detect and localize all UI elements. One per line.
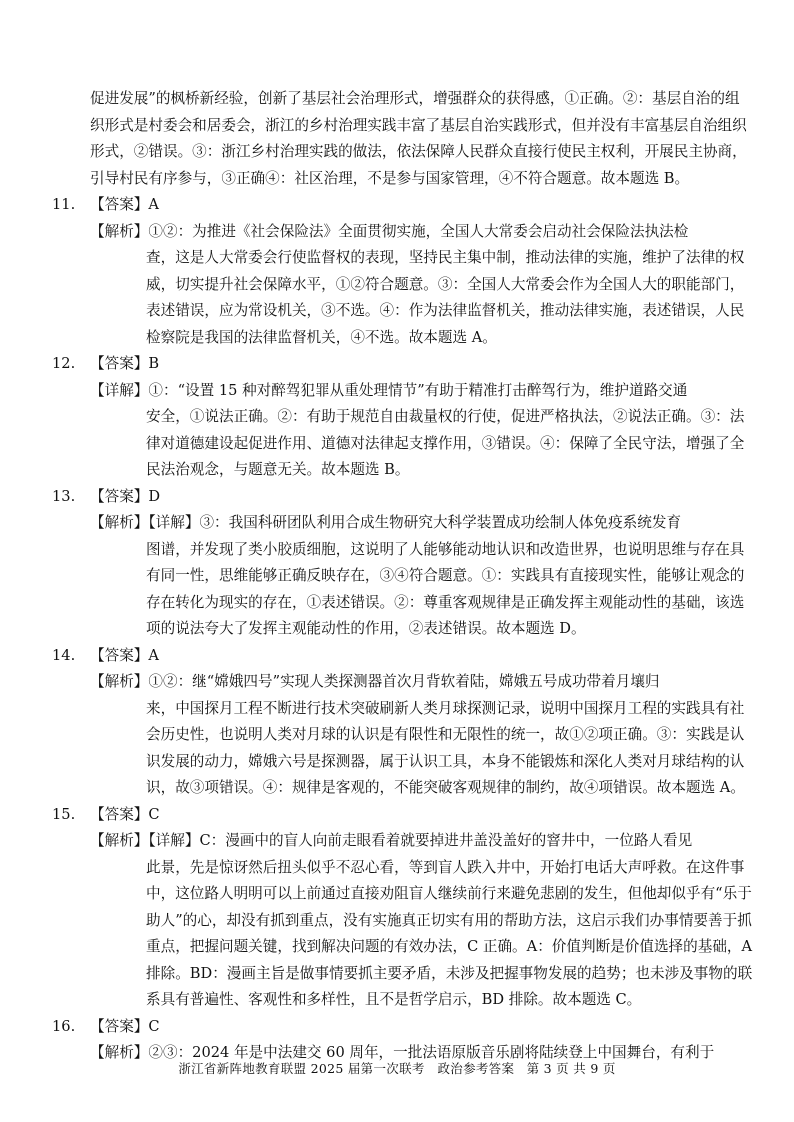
answer-label: 【答案】 (90, 355, 149, 372)
answer-label: 【答案】 (90, 487, 149, 505)
answer-label: 【答案】 (90, 196, 149, 213)
answer-value: C (148, 805, 160, 823)
analysis-lead: ③：我国科研团队利用合成生物研究大科学装置成功绘制人体免疫系统发育 (199, 514, 682, 531)
question-number: 14. (52, 646, 76, 664)
analysis-first-line (90, 378, 794, 405)
analysis-text: 安全，①说法正确。②：有助于规范自由裁量权的行使，促进严格执法，②说法正确。③：法律对道德建设起促进作用、道德对法律起支撑作用，③错误。④：保障了全民守法，增强了全民法治观念，与题意无关。故本题选 B。 (146, 408, 745, 478)
answer-line (0, 484, 794, 511)
question-number: 12. (52, 355, 76, 372)
answer-label: 【答案】 (90, 1017, 149, 1035)
analysis-tag: 【解析】 (90, 222, 149, 240)
analysis-text: 此景，先是惊讶然后扭头似乎不忍心看，等到盲人跌入井中，开始打电话大声呼救。在这件事中，这位路人明明可以上前通过直接劝阻盲人继续前行来避免悲剧的发生，但他却似乎有“乐于助人”的心，却没有抓到重点，没有实施真正切实有用的帮助方法，这启示我们办事情要善于抓重点，把握问题关键，找到解决问题的有效办法，C 正确。A：价值判断是价值选择的基础，A 排除。BD：漫画主旨是做事情要抓主要矛盾，未涉及把握事物发展的趋势；也未涉及事物的联系具有普遍性、客观性和多样性，且不是哲学启示，BD 排除。故本题选 C。 (146, 858, 753, 1008)
intro-paragraph: 促进发展”的枫桥新经验，创新了基层社会治理形式，增强群众的获得感，①正确。②：基层自治的组织形式是村委会和居委会，浙江的乡村治理实践丰富了基层自治实践形式，但并没有丰富基层自治组织形式，②错误。③：浙江乡村治理实践的做法，依法保障人民群众直接行使民主权利，开展民主协商，引导村民有序参与，③正确④：社区治理，不是参与国家管理，④不符合题意。故本题选 B。 (90, 90, 747, 187)
question-14 (0, 643, 794, 802)
question-12 (0, 351, 794, 484)
question-number: 16. (52, 1017, 76, 1035)
analysis-lead: ①②：为推进《社会保险法》全面贯彻实施，全国人大常委会启动社会保险法执法检 (148, 222, 689, 240)
analysis-tag: 【解析】【详解】 (90, 514, 200, 531)
answer-value: A (148, 196, 159, 213)
question-15 (0, 802, 794, 1014)
analysis-first-line (90, 669, 794, 696)
answer-body (0, 86, 794, 1067)
question-number: 13. (52, 487, 76, 505)
answer-line (0, 1014, 794, 1041)
analysis-first-line (90, 828, 794, 855)
analysis-first-line (90, 219, 794, 246)
analysis-lead: ①：“设置 15 种对醉驾犯罪从重处理情节”有助于精准打击醉驾行为，维护道路交通 (148, 381, 688, 399)
analysis-text: 图谱，并发现了类小胶质细胞，这说明了人能够能动地认识和改造世界，也说明思维与存在具有同一性，思维能够正确反映存在，③④符合题意。①：实践具有直接现实性，能够让观念的存在转化为现实的存在，①表述错误。②：尊重客观规律是正确发挥主观能动性的基础，该选项的说法夸大了发挥主观能动性的作用，②表述错误。故本题选 D。 (146, 540, 745, 637)
question-11 (0, 192, 794, 351)
answer-line (0, 802, 794, 829)
answer-value: C (148, 1017, 160, 1035)
question-number: 11. (52, 196, 76, 213)
analysis-tag: 【解析】【详解】 (90, 832, 200, 849)
answer-value: A (148, 646, 159, 664)
answer-label: 【答案】 (90, 646, 149, 664)
question-number: 15. (52, 805, 76, 823)
question-13 (0, 484, 794, 643)
answer-label: 【答案】 (90, 805, 149, 823)
answer-line (0, 643, 794, 670)
analysis-lead: ②③：2024 年是中法建交 60 周年，一批法语原版音乐剧将陆续登上中国舞台，有利于 (148, 1044, 715, 1061)
page-footer (0, 1056, 794, 1083)
analysis-tag: 【解析】 (90, 673, 149, 690)
analysis-text: 查，这是人大常委会行使监督权的表现，坚持民主集中制，推动法律的实施，维护了法律的权威，切实提升社会保障水平，①②符合题意。③：全国人大常委会作为全国人大的职能部门，表述错误，应为常设机关，③不选。④：作为法律监督机关，推动法律实施，表述错误，人民检察院是我国的法律监督机关，④不选。故本题选 A。 (146, 249, 745, 346)
footer-title: 浙江省新阵地教育联盟 2025 届第一次联考 政治参考答案 (178, 1061, 515, 1076)
answer-value: D (148, 487, 161, 505)
answer-value: B (148, 355, 160, 372)
analysis-tag: 【详解】 (90, 381, 149, 399)
analysis-lead: ①②：继“嫦娥四号”实现人类探测器首次月背软着陆，嫦娥五号成功带着月壤归 (148, 673, 660, 690)
answer-line (0, 192, 794, 219)
answer-line (0, 351, 794, 378)
analysis-lead: C：漫画中的盲人向前走眼看着就要掉进井盖没盖好的窨井中，一位路人看见 (199, 832, 693, 849)
analysis-tag: 【解析】 (90, 1044, 149, 1061)
page-number: 第 3 页 共 9 页 (526, 1061, 616, 1076)
analysis-first-line (90, 510, 794, 537)
analysis-text: 来，中国探月工程不断进行技术突破刷新人类月球探测记录，说明中国探月工程的实践具有社会历史性，也说明人类对月球的认识是有限性和无限性的统一，故①②项正确。③：实践是认识发展的动力，嫦娥六号是探测器，属于认识工具，本身不能锻炼和深化人类对月球结构的认识，故③项错误。④：规律是客观的，不能突破客观规律的制约，故④项错误。故本题选 A。 (146, 699, 745, 796)
